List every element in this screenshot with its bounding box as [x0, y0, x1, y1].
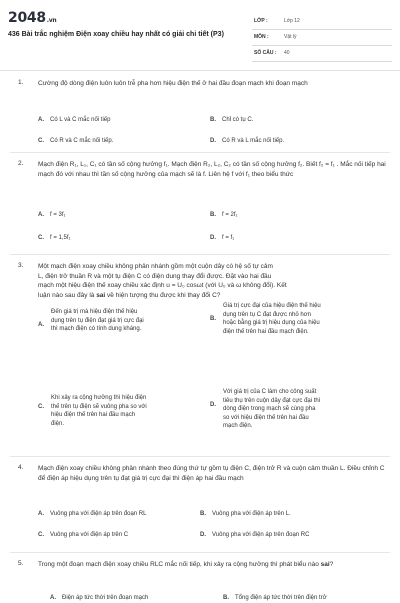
option-c[interactable]	[38, 234, 71, 243]
question-divider	[10, 456, 390, 457]
option-letter: D.	[210, 138, 216, 144]
option-text: Có R và C mắc nối tiếp.	[50, 138, 114, 144]
option-text: Tổng điện áp tức thời trên điện trở	[235, 595, 327, 601]
option-text: f = 3f₁	[50, 212, 66, 218]
question-divider	[10, 254, 390, 255]
option-letter: A.	[38, 511, 44, 517]
option-letter: A.	[38, 212, 44, 218]
option-a[interactable]	[38, 116, 110, 125]
meta-key: SỐ CÂU :	[254, 50, 277, 56]
option-line: dụng trên tụ điện đạt giá trị cực đại	[51, 317, 144, 324]
question-text-line: Một mạch điện xoay chiều không phân nhánh gồm một cuộn dây có hệ số tự cảm	[38, 263, 273, 270]
meta-value: Lớp 12	[284, 18, 300, 24]
option-line: dụng trên tụ C đạt được nhỏ hơn	[223, 311, 311, 318]
question-text-part: về hiện tượng thu được khi thay đổi C?	[105, 291, 221, 299]
option-line: so với hiệu điện thế trên hai đầu	[223, 414, 309, 421]
option-line: thế trên tụ điện sẽ vuông pha so với	[51, 403, 147, 410]
document-title: 436 Bài trắc nghiệm Điện xoay chiều hay nhất có giải chi tiết (P3)	[8, 31, 224, 38]
option-b[interactable]	[200, 510, 291, 519]
option-text: Có L và C mắc nối tiếp	[50, 117, 111, 123]
option-line: điện thế trên hai đầu mạch điện.	[223, 328, 309, 335]
option-text	[223, 388, 320, 431]
question-number: 5.	[18, 560, 24, 567]
question-number: 3.	[18, 262, 24, 269]
option-line: thì mạch điện có tính dung kháng.	[51, 326, 142, 332]
option-text: Vuông pha với điện áp trên C	[50, 532, 129, 538]
option-b[interactable]	[210, 211, 238, 220]
option-letter: B.	[200, 511, 206, 517]
option-a[interactable]	[38, 308, 198, 364]
question-number: 4.	[18, 464, 24, 471]
option-d[interactable]	[210, 388, 390, 444]
page-header	[0, 0, 400, 64]
option-letter: D.	[210, 402, 216, 408]
question-divider	[10, 152, 390, 153]
question-text: Mạch điện R₁, L₁, C₁ có tần số cộng hưởng f₁. Mạch điện R₂, L₂, C₂ có tần số cộng hưởng f₂. Biết f₂ = f₁ . Mắc nối tiếp hai mạch đó với nhau thì tần số cộng hưởng của mạch sẽ là f. Liên hệ f với f₁ theo biểu thức	[38, 161, 386, 178]
option-line: Với giá trị của C làm cho công suất	[223, 389, 317, 395]
option-line: tiêu thụ trên cuộn dây đạt cực đại thì	[223, 397, 321, 404]
option-line: Giá trị cực đại của hiệu điện thế hiệu	[223, 303, 321, 309]
meta-key: MÔN :	[254, 34, 269, 40]
option-letter: B.	[210, 117, 216, 123]
option-text: f = 2f₁	[222, 212, 238, 218]
option-line: Đến giá trị mà hiệu điện thế hiệu	[51, 309, 138, 315]
option-letter: D.	[200, 532, 206, 538]
option-c[interactable]	[38, 531, 128, 540]
option-letter: C.	[38, 138, 44, 144]
question-text	[38, 262, 388, 300]
option-letter: A.	[38, 322, 44, 328]
meta-row-subject	[252, 30, 392, 46]
option-line: dòng điện trong mạch sẽ cùng pha	[223, 406, 316, 412]
question-divider	[10, 552, 390, 553]
header-divider	[0, 70, 400, 71]
question-text-line: L, điện trở thuần R và một tụ điện C có điện dung thay đổi được. Đặt vào hai đầu	[38, 272, 272, 280]
option-text: Có R và L mắc nối tiếp.	[222, 138, 285, 144]
option-text: Vuông pha với điện áp trên đoạn RL	[50, 511, 147, 517]
option-letter: C.	[38, 532, 44, 538]
option-c[interactable]	[38, 394, 198, 444]
option-a[interactable]	[38, 211, 66, 220]
option-line: Khi xảy ra cộng hưởng thì hiệu điện	[51, 395, 147, 401]
option-d[interactable]	[210, 234, 234, 243]
meta-key: LỚP :	[254, 18, 268, 24]
option-letter: B.	[210, 212, 216, 218]
option-a[interactable]	[38, 510, 146, 519]
question-emphasis: sai	[96, 291, 106, 299]
option-letter: C.	[38, 235, 44, 241]
option-text	[223, 302, 321, 336]
option-text: f = 1,5f₁	[50, 235, 71, 241]
option-b[interactable]	[210, 302, 390, 358]
meta-value: Vật lý	[284, 34, 297, 40]
option-b[interactable]	[223, 594, 327, 603]
question-text-part: ?	[329, 561, 334, 568]
option-line: hiệu điện thế trên hai đầu mạch	[51, 412, 136, 418]
question-text-line	[38, 291, 388, 301]
question-text	[38, 560, 388, 570]
option-line: điện.	[51, 420, 65, 427]
option-letter: A.	[50, 595, 56, 601]
option-d[interactable]	[210, 137, 284, 146]
option-c[interactable]	[38, 137, 113, 146]
option-text: Vuông pha với điện áp trên đoạn RC	[212, 532, 310, 538]
option-text: Vuông pha với điện áp trên L.	[212, 511, 291, 517]
option-b[interactable]	[210, 116, 253, 125]
option-d[interactable]	[200, 531, 309, 540]
option-text: Điện áp tức thời trên đoạn mạch	[62, 595, 149, 601]
option-line: hoặc bằng giá trị hiệu dụng của hiệu	[223, 320, 320, 326]
logo-suffix: .vn	[46, 17, 57, 24]
meta-row-class	[252, 14, 392, 30]
meta-value: 40	[284, 50, 290, 56]
option-text	[51, 394, 147, 428]
question-number: 2.	[18, 160, 24, 167]
option-text: Chỉ có tụ C.	[222, 117, 254, 123]
logo-text: 2048	[8, 10, 46, 26]
option-letter: B.	[210, 316, 216, 322]
option-letter: D.	[210, 235, 216, 241]
option-text	[51, 308, 144, 334]
question-emphasis: sai	[320, 561, 330, 568]
question-text-line: mạch một hiệu điện thế xoay chiều xác định u = U₀ cosωt (với U₀ và ω không đổi). Kết	[38, 282, 287, 289]
option-text: f = f₁	[222, 235, 235, 241]
meta-row-count	[252, 46, 392, 62]
option-a[interactable]	[50, 594, 148, 603]
exam-meta	[252, 14, 392, 62]
question-text-part: Trong một đoạn mạch điện xoay chiều RLC mắc nối tiếp, khi xảy ra cộng hưởng thì phát biểu nào	[38, 561, 321, 568]
option-letter: C.	[38, 404, 44, 410]
question-text-part: luận nào sau đây là	[38, 291, 97, 299]
site-logo[interactable]	[8, 10, 56, 26]
question-text: Mạch điện xoay chiều không phân nhánh theo đúng thứ tự gồm tụ điện C, điện trở R và cuộn cảm thuần L. Điều chỉnh C để điện áp hiệu dụng trên tụ đạt giá trị cực đại thì điện áp hai đầu mạch	[38, 465, 385, 482]
question-number: 1.	[18, 79, 24, 86]
option-letter: B.	[223, 595, 229, 601]
question-text: Cường độ dòng điện luôn luôn trễ pha hơn hiệu điện thế ở hai đầu đoạn mạch khi đoạn mạch	[38, 80, 308, 87]
option-line: mạch điện.	[223, 423, 253, 429]
option-letter: A.	[38, 117, 44, 123]
